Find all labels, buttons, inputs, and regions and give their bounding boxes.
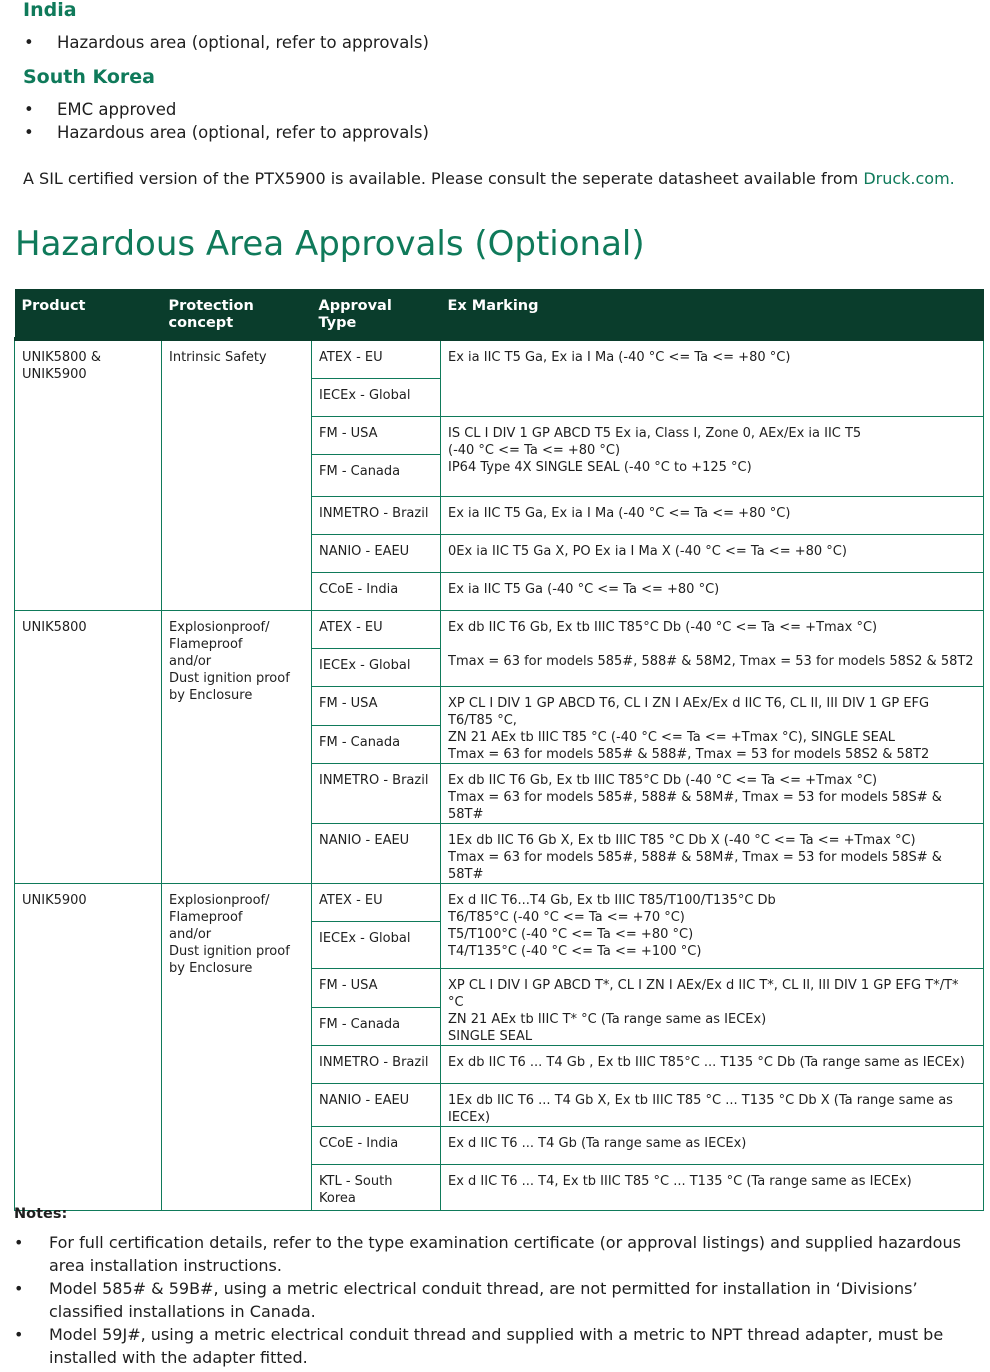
bullet-icon: • [14, 1279, 24, 1298]
sil-note: A SIL certified version of the PTX5900 is available. Please consult the seperate datasheet available from Druck.com. [23, 169, 955, 188]
page-title: Hazardous Area Approvals (Optional) [15, 224, 645, 264]
header-approval-type: Approval Type [312, 289, 441, 339]
approval-cell: INMETRO - Brazil [312, 764, 441, 824]
marking-cell: IS CL I DIV 1 GP ABCD T5 Ex ia, Class I, Zone 0, AEx/Ex ia IIC T5 (-40 °C <= Ta <= +80 °C) IP64 Type 4X SINGLE SEAL (-40 °C to +125 °C) [441, 417, 984, 497]
approval-cell: FM - Canada [312, 455, 441, 497]
approval-cell: FM - Canada [312, 1007, 441, 1046]
protection-cell: Explosionproof/ Flameproof and/or Dust ignition proof by Enclosure [162, 611, 312, 884]
bullet-icon: • [24, 123, 34, 142]
approval-cell: IECEx - Global [312, 922, 441, 969]
approval-cell: KTL - South Korea [312, 1165, 441, 1211]
note-item: • Model 585# & 59B#, using a metric electrical conduit thread, are not permitted for installation in ‘Divisions’ classified installations in Canada. [14, 1279, 918, 1321]
protection-cell: Explosionproof/ Flameproof and/or Dust ignition proof by Enclosure [162, 884, 312, 1211]
note-item: • Model 59J#, using a metric electrical conduit thread and supplied with a metric to NPT thread adapter, must be installed with the adapter fitted. [14, 1325, 944, 1367]
marking-cell: Ex db IIC T6 ... T4 Gb , Ex tb IIIC T85°C ... T135 °C Db (Ta range same as IECEx) [441, 1046, 984, 1084]
marking-cell: Ex ia IIC T5 Ga (-40 °C <= Ta <= +80 °C) [441, 573, 984, 611]
approval-cell: FM - Canada [312, 725, 441, 764]
marking-cell: Ex d IIC T6 ... T4 Gb (Ta range same as IECEx) [441, 1127, 984, 1165]
approval-cell: IECEx - Global [312, 379, 441, 417]
approval-cell: NANIO - EAEU [312, 1084, 441, 1127]
product-cell: UNIK5900 [15, 884, 162, 1211]
bullet-icon: • [24, 33, 34, 52]
bullet-icon: • [14, 1325, 24, 1344]
marking-cell: Ex db IIC T6 Gb, Ex tb IIIC T85°C Db (-40 °C <= Ta <= +Tmax °C) Tmax = 63 for models 585#, 588# & 58M#, Tmax = 53 for models 58S# & 58T# [441, 764, 984, 824]
marking-cell: Ex d IIC T6...T4 Gb, Ex tb IIIC T85/T100/T135°C Db T6/T85°C (-40 °C <= Ta <= +70 °C) T5/T100°C (-40 °C <= Ta <= +80 °C) T4/T135°C (-40 °C <= Ta <= +100 °C) [441, 884, 984, 969]
approval-cell: ATEX - EU [312, 339, 441, 379]
notes-title: Notes: [14, 1206, 68, 1222]
approval-cell: NANIO - EAEU [312, 535, 441, 573]
protection-cell: Intrinsic Safety [162, 339, 312, 611]
approval-cell: CCoE - India [312, 573, 441, 611]
marking-cell: Ex ia IIC T5 Ga, Ex ia I Ma (-40 °C <= Ta <= +80 °C) [441, 339, 984, 417]
section-title-india: India [23, 0, 77, 21]
approval-cell: IECEx - Global [312, 649, 441, 687]
marking-cell: XP CL I DIV 1 GP ABCD T6, CL I ZN I AEx/Ex d IIC T6, CL II, III DIV 1 GP EFG T6/T85 °C, ZN 21 AEx tb IIIC T85 °C (-40 °C <= Ta <= +Tmax °C), SINGLE SEAL Tmax = 63 for models 585# & 588#, Tmax = 53 for models 58S2 & 58T2 [441, 687, 984, 764]
approval-cell: ATEX - EU [312, 611, 441, 649]
marking-cell: 1Ex db IIC T6 Gb X, Ex tb IIIC T85 °C Db X (-40 °C <= Ta <= +Tmax °C) Tmax = 63 for models 585#, 588# & 58M#, Tmax = 53 for models 58S# & 58T# [441, 824, 984, 884]
marking-cell: 0Ex ia IIC T5 Ga X, PO Ex ia I Ma X (-40 °C <= Ta <= +80 °C) [441, 535, 984, 573]
table-header-row [15, 289, 984, 339]
approval-cell: FM - USA [312, 687, 441, 726]
table-row [15, 611, 984, 649]
table-row [15, 339, 984, 379]
approval-cell: NANIO - EAEU [312, 824, 441, 884]
list-item: • Hazardous area (optional, refer to approvals) [24, 123, 429, 142]
approval-cell: CCoE - India [312, 1127, 441, 1165]
approval-cell: INMETRO - Brazil [312, 497, 441, 535]
marking-cell: Ex ia IIC T5 Ga, Ex ia I Ma (-40 °C <= Ta <= +80 °C) [441, 497, 984, 535]
table-row [15, 884, 984, 922]
product-cell: UNIK5800 & UNIK5900 [15, 339, 162, 611]
header-product: Product [15, 289, 162, 339]
marking-cell: 1Ex db IIC T6 ... T4 Gb X, Ex tb IIIC T85 °C ... T135 °C Db X (Ta range same as IECEx) [441, 1084, 984, 1127]
approvals-table [14, 289, 984, 1211]
bullet-icon: • [24, 100, 34, 119]
list-item: • EMC approved [24, 100, 177, 119]
approval-cell: FM - USA [312, 969, 441, 1008]
section-title-south-korea: South Korea [23, 66, 156, 88]
header-ex-marking: Ex Marking [441, 289, 984, 339]
druck-link[interactable]: Druck.com. [863, 169, 955, 188]
note-item: • For full certification details, refer to the type examination certificate (or approval listings) and supplied hazardous area installation instructions. [14, 1233, 961, 1275]
header-protection-concept: Protection concept [162, 289, 312, 339]
list-item: • Hazardous area (optional, refer to approvals) [24, 33, 429, 52]
marking-cell: Ex d IIC T6 ... T4, Ex tb IIIC T85 °C ... T135 °C (Ta range same as IECEx) [441, 1165, 984, 1211]
marking-cell: Ex db IIC T6 Gb, Ex tb IIIC T85°C Db (-40 °C <= Ta <= +Tmax °C) Tmax = 63 for models 585#, 588# & 58M2, Tmax = 53 for models 58S2 & 58T2 [441, 611, 984, 687]
product-cell: UNIK5800 [15, 611, 162, 884]
marking-cell: XP CL I DIV I GP ABCD T*, CL I ZN I AEx/Ex d IIC T*, CL II, III DIV 1 GP EFG T*/T* °C ZN 21 AEx tb IIIC T* °C (Ta range same as IECEx) SINGLE SEAL [441, 969, 984, 1046]
approval-cell: INMETRO - Brazil [312, 1046, 441, 1084]
approval-cell: FM - USA [312, 417, 441, 455]
bullet-icon: • [14, 1233, 24, 1252]
approval-cell: ATEX - EU [312, 884, 441, 922]
